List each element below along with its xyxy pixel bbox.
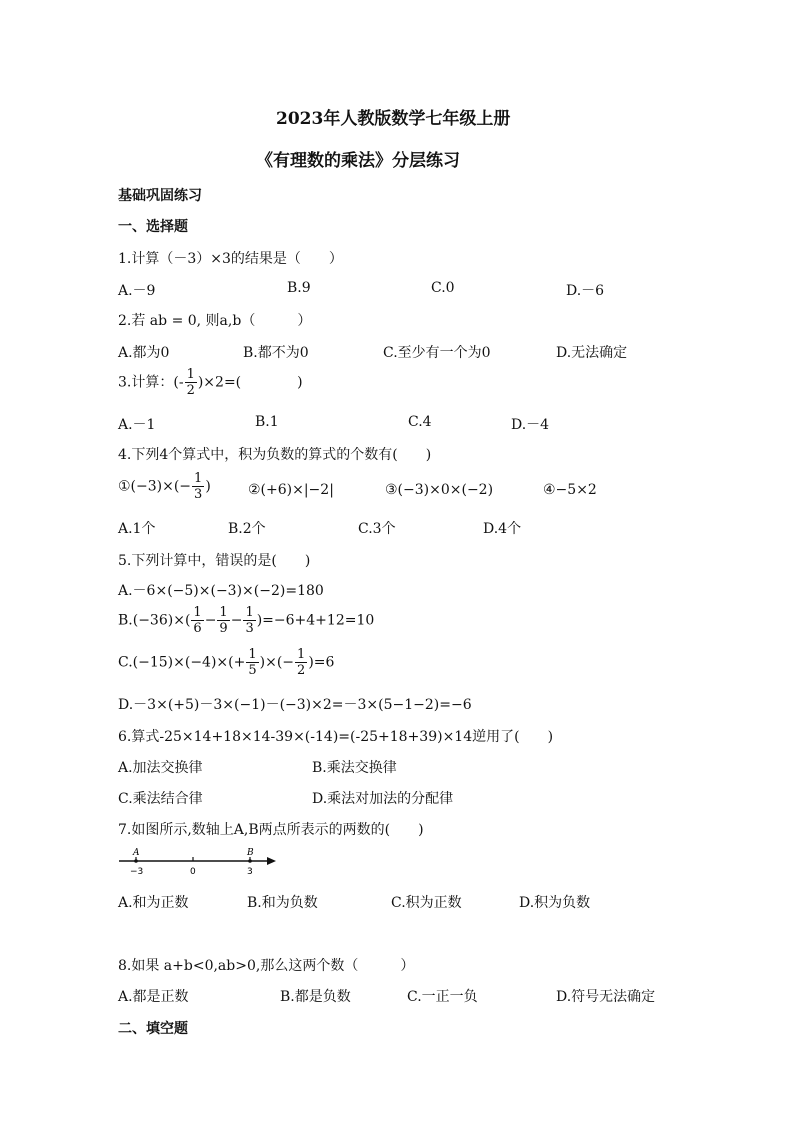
q4-expr1-pre: ①(−3)×(−	[118, 478, 192, 495]
document-title: 2023年人教版数学七年级上册	[276, 109, 511, 129]
q7-stem: 7.如图所示,数轴上A,B两点所表示的两数的( )	[118, 822, 424, 838]
q1-stem: 1.计算（－3）×3的结果是（ ）	[118, 251, 343, 267]
q5-b-minus1: −	[204, 612, 217, 629]
q7-option-b: B.和为负数	[247, 895, 318, 911]
q6-option-c: C.乘法结合律	[118, 791, 203, 807]
q4-expr1-post: )	[205, 478, 211, 495]
q4-expr1-fraction	[192, 472, 204, 501]
point-a-dot	[134, 859, 138, 863]
q4-option-a: A.1个	[118, 521, 156, 537]
q2-option-b: B.都不为0	[243, 345, 309, 361]
q3-fraction	[185, 368, 197, 397]
q5-c-mid: )×(−	[259, 654, 295, 671]
tick-label-b: 3	[247, 867, 253, 877]
q4-expr2: ②(+6)×|−2|	[248, 482, 334, 498]
q3-option-a: A.－1	[118, 417, 156, 433]
q6-option-b: B.乘法交换律	[312, 760, 397, 776]
q3-stem-pre: 3.计算：(-	[118, 374, 184, 391]
q8-option-b: B.都是负数	[280, 989, 351, 1005]
q4-option-d: D.4个	[483, 521, 522, 537]
q2-option-d: D.无法确定	[556, 345, 628, 361]
q3-stem	[118, 368, 303, 397]
q5-option-a: A.－6×(−5)×(−3)×(−2)=180	[118, 583, 324, 599]
tick-label-zero: 0	[190, 867, 196, 877]
q2-stem: 2.若 ab = 0, 则a,b（ ）	[118, 313, 312, 329]
q4-option-c: C.3个	[358, 521, 396, 537]
q5-c-frac1-num: 1	[248, 647, 257, 662]
q5-b-frac3-den: 3	[245, 621, 254, 636]
q5-b-frac1	[191, 606, 203, 635]
q1-option-c: C.0	[431, 280, 455, 296]
q5-option-d: D.－3×(+5)－3×(−1)－(−3)×2=－3×(5−1−2)=−6	[118, 697, 472, 713]
q5-c-frac2-num: 1	[297, 647, 306, 662]
q2-option-c: C.至少有一个为0	[383, 345, 491, 361]
q8-option-c: C.一正一负	[407, 989, 478, 1005]
q7-option-d: D.积为负数	[519, 895, 591, 911]
q5-b-frac3-num: 1	[245, 605, 254, 620]
q8-stem: 8.如果 a+b<0,ab>0,那么这两个数（ ）	[118, 958, 415, 974]
q7-option-a: A.和为正数	[118, 895, 189, 911]
q3-option-b: B.1	[255, 414, 279, 430]
q5-b-frac1-den: 6	[193, 621, 202, 636]
q4-stem: 4.下列4个算式中，积为负数的算式的个数有( )	[118, 447, 432, 463]
q7-option-c: C.积为正数	[391, 895, 462, 911]
point-b-dot	[248, 859, 252, 863]
q5-b-post: )=−6+4+12=10	[256, 612, 375, 629]
q6-option-d: D.乘法对加法的分配律	[312, 791, 454, 807]
q5-b-frac2-den: 9	[219, 621, 228, 636]
q5-c-post: )=6	[308, 654, 335, 671]
q5-c-frac2	[295, 648, 307, 677]
part1-heading: 一、选择题	[118, 219, 188, 235]
q5-c-frac1	[246, 648, 258, 677]
q5-option-c	[118, 648, 334, 677]
q4-frac-num: 1	[194, 471, 203, 486]
q3-stem-post: )×2=( )	[197, 374, 303, 391]
q5-option-b	[118, 606, 374, 635]
q5-b-frac1-num: 1	[193, 605, 202, 620]
q5-b-frac3	[243, 606, 255, 635]
q5-b-pre: B.(−36)×(	[118, 612, 191, 629]
q5-b-frac2-num: 1	[219, 605, 228, 620]
document-subtitle: 《有理数的乘法》分层练习	[256, 151, 460, 171]
point-a-label: A	[133, 848, 140, 858]
q5-stem: 5.下列计算中，错误的是( )	[118, 553, 311, 569]
q3-option-d: D.－4	[511, 417, 550, 433]
number-line-figure	[118, 848, 283, 880]
q6-stem: 6.算式-25×14+18×14-39×(-14)=(-25+18+39)×14逆用了( )	[118, 729, 554, 745]
q3-option-c: C.4	[408, 414, 432, 430]
q2-option-a: A.都为0	[118, 345, 170, 361]
q4-expr3: ③(−3)×0×(−2)	[385, 482, 494, 498]
point-b-label: B	[247, 848, 254, 858]
q4-option-b: B.2个	[228, 521, 266, 537]
section-basic: 基础巩固练习	[118, 188, 202, 204]
tick-label-a: −3	[130, 867, 144, 877]
q1-option-a: A.－9	[118, 283, 156, 299]
number-line-arrow	[267, 857, 276, 865]
q4-frac-den: 3	[194, 487, 203, 502]
q8-option-d: D.符号无法确定	[556, 989, 656, 1005]
q1-option-d: D.－6	[566, 283, 605, 299]
q3-frac-num: 1	[186, 367, 195, 382]
q1-option-b: B.9	[287, 280, 311, 296]
q5-b-frac2	[217, 606, 229, 635]
q5-b-minus2: −	[230, 612, 243, 629]
q5-c-pre: C.(−15)×(−4)×(+	[118, 654, 246, 671]
q8-option-a: A.都是正数	[118, 989, 189, 1005]
q6-option-a: A.加法交换律	[118, 760, 203, 776]
q4-expressions	[118, 472, 211, 501]
part2-heading: 二、填空题	[118, 1021, 188, 1037]
q5-c-frac1-den: 5	[248, 663, 257, 678]
q5-c-frac2-den: 2	[297, 663, 306, 678]
q3-frac-den: 2	[186, 383, 195, 398]
q4-expr4: ④−5×2	[543, 482, 597, 498]
